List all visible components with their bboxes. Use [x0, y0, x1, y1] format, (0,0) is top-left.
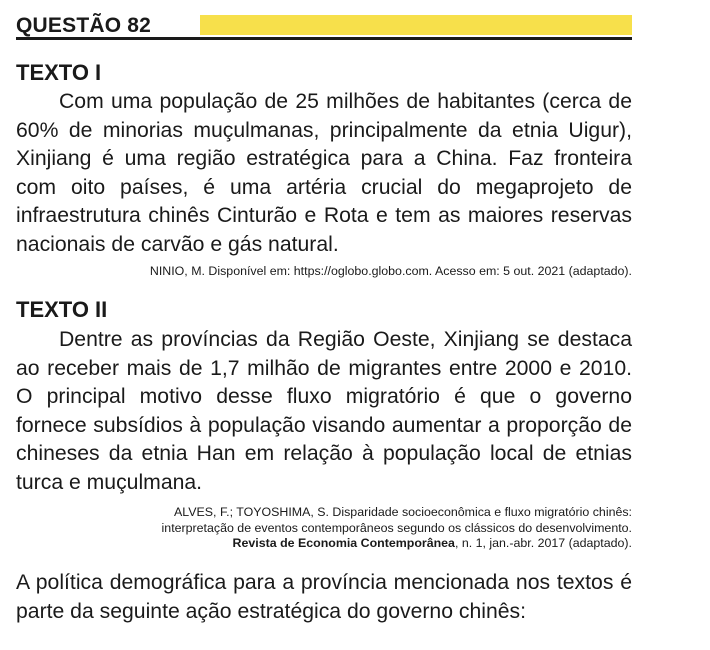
text2-source-journal: Revista de Economia Contemporânea: [232, 536, 455, 550]
text1-body: Com uma população de 25 milhões de habitantes (cerca de 60% de minorias muçulmanas, principalmente da etnia Uigur), Xinjiang é uma região estratégica para a China. Faz fronteira com oito países, é uma artéria crucial do megaprojeto de infraestrutura chinês Cinturão e Rota e tem as maiores reservas nacionais de carvão e gás natural.: [16, 90, 632, 256]
text2-source-line2: interpretação de eventos contemporâneos segundo os clássicos do desenvolvimento.: [161, 520, 632, 535]
text2-source-tail: , n. 1, jan.-abr. 2017 (adaptado).: [454, 536, 632, 550]
text2-source: [16, 505, 632, 552]
header-divider: [16, 37, 632, 40]
text1-heading: TEXTO I: [16, 60, 102, 85]
question-header: [16, 13, 632, 39]
question-page: [16, 0, 632, 650]
text2-heading: TEXTO II: [16, 297, 108, 322]
text1-source: NINIO, M. Disponível em: https://oglobo.globo.com. Acesso em: 5 out. 2021 (adaptado).: [149, 264, 632, 278]
question-number: QUESTÃO 82: [16, 14, 152, 37]
question-highlight-bar: [200, 15, 632, 35]
text2-source-line1: ALVES, F.; TOYOSHIMA, S. Disparidade socioeconômica e fluxo migratório chinês:: [174, 505, 632, 519]
question-prompt: A política demográfica para a província mencionada nos textos é parte da seguinte ação estratégica do governo chinês:: [16, 571, 632, 623]
text2-body: Dentre as províncias da Região Oeste, Xinjiang se destaca ao receber mais de 1,7 milhão de migrantes entre 2000 e 2010. O principal motivo desse fluxo migratório é que o governo fornece subsídios à população visando aumentar a proporção de chineses da etnia Han em relação à população local de etnias turca e muçulmana.: [16, 328, 632, 494]
text2-source-line3: [16, 536, 632, 552]
